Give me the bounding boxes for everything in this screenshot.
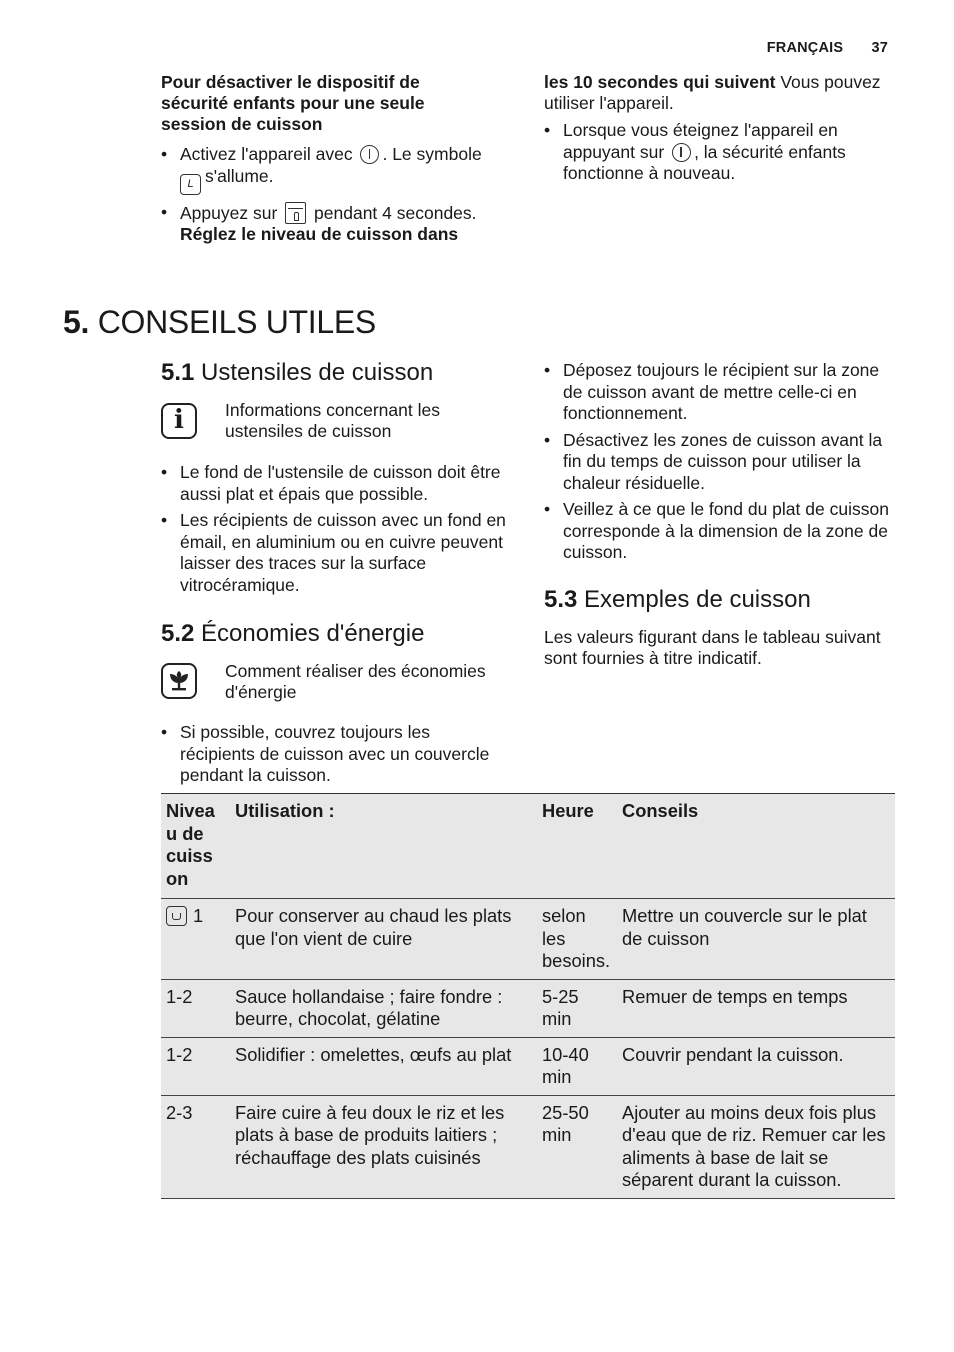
list-item: • Veillez à ce que le fond du plat de cuisson corresponde à la dimension de la zone de cuisson. xyxy=(544,499,894,564)
table-row xyxy=(161,899,895,980)
info-icon: i xyxy=(161,403,197,439)
intro-heading: Pour désactiver le dispositif de sécurité enfants pour une seule session de cuisson xyxy=(161,72,425,134)
eco-list xyxy=(161,722,501,792)
page-number: 37 xyxy=(871,40,888,56)
table-cell: 10-40 min xyxy=(537,1037,617,1095)
power-icon xyxy=(672,143,691,162)
language-label: FRANÇAIS xyxy=(766,40,844,56)
header-time: Heure xyxy=(537,794,617,899)
list-item: • Si possible, couvrez toujours les récipients de cuisson avec un couvercle pendant la cuisson. xyxy=(161,722,501,787)
table-cell: 25-50 min xyxy=(537,1095,617,1198)
intro-right-bullets xyxy=(544,120,896,185)
table-cell: Sauce hollandaise ; faire fondre : beurre, chocolat, gélatine xyxy=(230,979,537,1037)
list-item: • Le fond de l'ustensile de cuisson doit être aussi plat et épais que possible. xyxy=(161,462,506,505)
table-row xyxy=(161,1095,895,1198)
table-cell: 1-2 xyxy=(161,979,230,1037)
eco-text: Comment réaliser des économies d'énergie xyxy=(225,661,486,702)
intro-continuation: les 10 secondes qui suivent Vous pouvez utiliser l'appareil. xyxy=(544,72,881,113)
page-header xyxy=(743,38,888,60)
list-item: • Les récipients de cuisson avec un fond en émail, en aluminium ou en cuivre peuvent laisser des traces sur la surface vitrocéramique. xyxy=(161,510,506,596)
info-text: Informations concernant les ustensiles de cuisson xyxy=(225,400,440,441)
cooking-table xyxy=(161,793,895,1199)
utensils-list xyxy=(161,462,506,601)
table-cell: Remuer de temps en temps xyxy=(617,979,895,1037)
table-cell: 1 xyxy=(161,899,230,980)
table-cell: Solidifier : omelettes, œufs au plat xyxy=(230,1037,537,1095)
child-lock-key-icon xyxy=(285,202,306,224)
table-cell: Faire cuire à feu doux le riz et les plats à base de produits laitiers ; réchauffage des plats cuisinés xyxy=(230,1095,537,1198)
header-level: Niveau de cuisson xyxy=(161,794,230,899)
intro-right xyxy=(544,72,896,190)
table-header-row xyxy=(161,794,895,899)
list-item: • Déposez toujours le récipient sur la zone de cuisson avant de mettre celle-ci en fonctionnement. xyxy=(544,360,894,425)
header-advice: Conseils xyxy=(617,794,895,899)
intro-left xyxy=(161,72,491,251)
lock-symbol-icon: L xyxy=(180,174,201,195)
table-cell: 5-25 min xyxy=(537,979,617,1037)
table-cell: selon les besoins. xyxy=(537,899,617,980)
power-icon xyxy=(360,145,379,164)
intro-bullets xyxy=(161,144,491,246)
table-row xyxy=(161,1037,895,1095)
list-item: • Désactivez les zones de cuisson avant la fin du temps de cuisson pour utiliser la chaleur résiduelle. xyxy=(544,430,894,495)
section-title: 5. CONSEILS UTILES xyxy=(63,304,376,340)
table-cell: Pour conserver au chaud les plats que l'on vient de cuire xyxy=(230,899,537,980)
header-usage: Utilisation : xyxy=(230,794,537,899)
list-item: • Lorsque vous éteignez l'appareil en appuyant sur , la sécurité enfants fonctionne à nouveau. xyxy=(544,120,896,185)
keep-warm-icon xyxy=(166,906,187,926)
right-tips-list xyxy=(544,360,894,569)
subsection-5-1-title: 5.1 Ustensiles de cuisson xyxy=(161,359,434,386)
leaf-eco-icon xyxy=(161,663,197,699)
subsection-5-2-title: 5.2 Économies d'énergie xyxy=(161,620,425,647)
table-cell: Mettre un couvercle sur le plat de cuisson xyxy=(617,899,895,980)
table-cell: 1-2 xyxy=(161,1037,230,1095)
list-item: • Appuyez sur pendant 4 secondes. Réglez le niveau de cuisson dans xyxy=(161,202,491,246)
subsection-5-3-title: 5.3 Exemples de cuisson xyxy=(544,586,811,613)
examples-intro: Les valeurs figurant dans le tableau suivant sont fournies à titre indicatif. xyxy=(544,627,881,668)
leaf-eco-glyph xyxy=(166,668,192,694)
table-cell: Couvrir pendant la cuisson. xyxy=(617,1037,895,1095)
table-row xyxy=(161,979,895,1037)
table-cell: 2-3 xyxy=(161,1095,230,1198)
list-item: • Activez l'appareil avec . Le symbole L s'allume. xyxy=(161,144,491,195)
table-cell: Ajouter au moins deux fois plus d'eau que de riz. Remuer car les aliments à base de lait se séparent durant la cuisson. xyxy=(617,1095,895,1198)
